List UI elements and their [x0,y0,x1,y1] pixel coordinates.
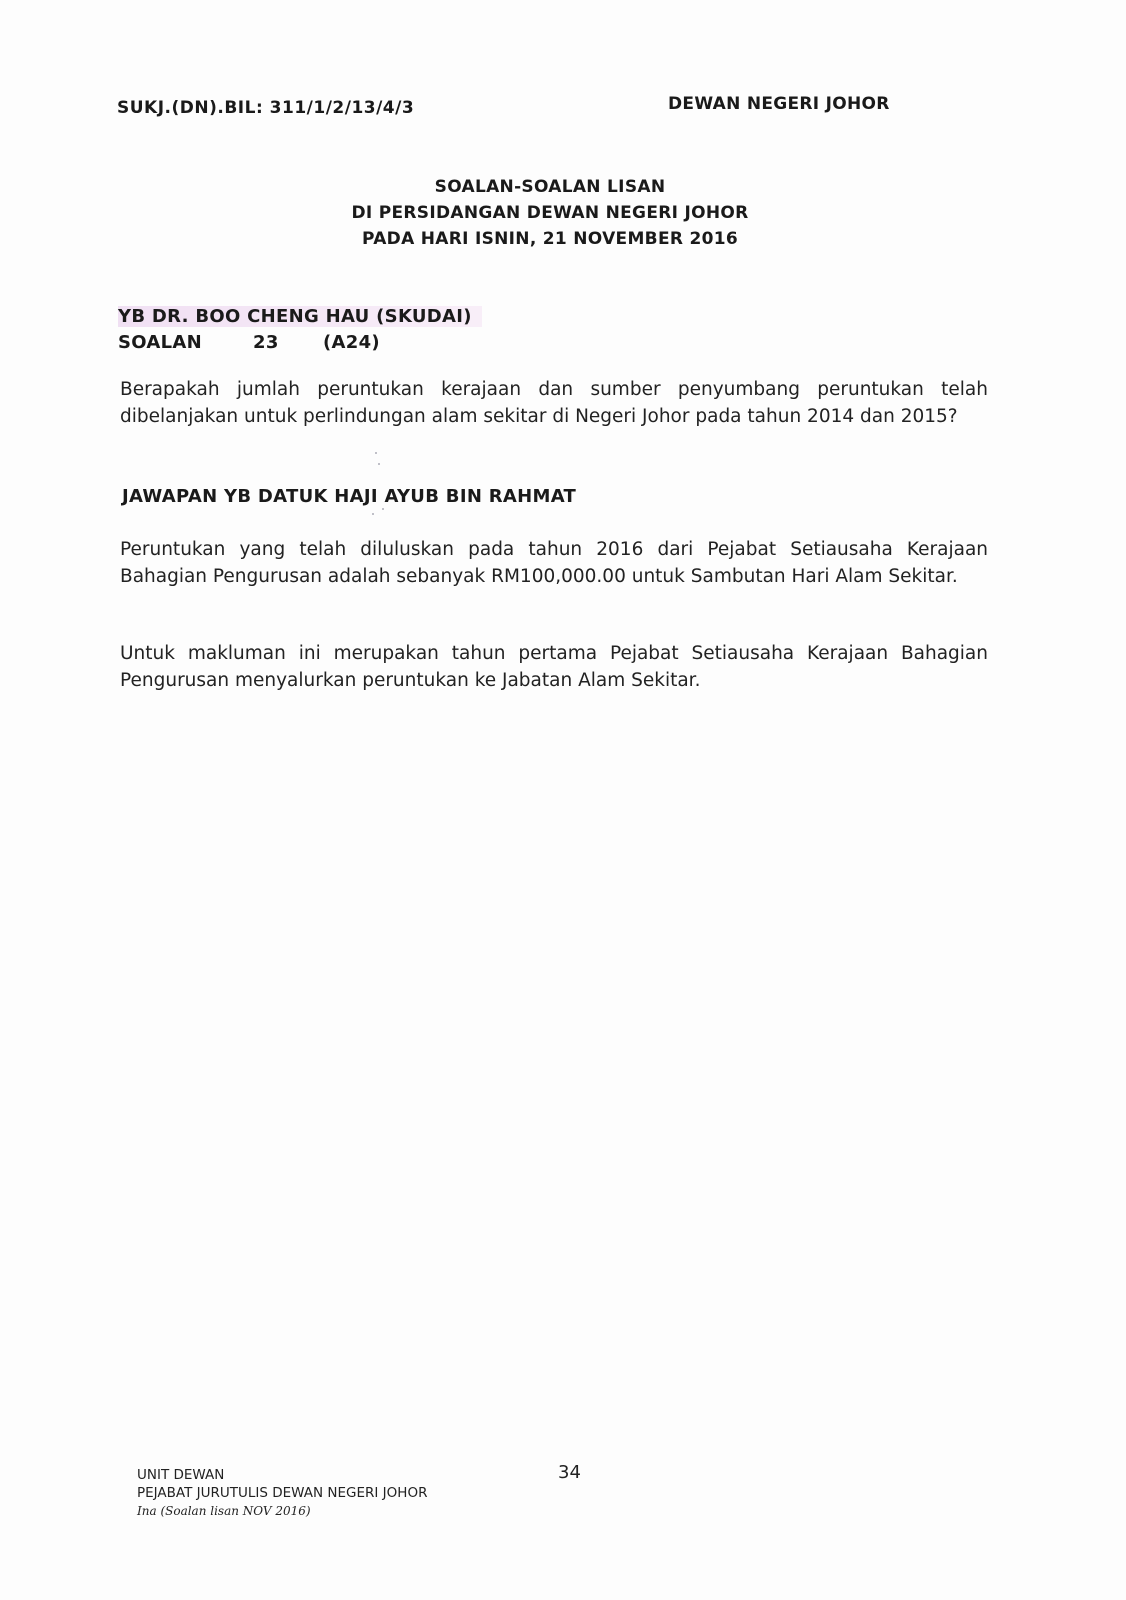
scan-speck [382,508,384,510]
scan-speck [378,463,380,465]
title-line-1: SOALAN-SOALAN LISAN [434,177,666,197]
scan-speck [372,513,374,515]
footer-file-reference: Ina (Soalan lisan NOV 2016) [137,1504,311,1518]
title-line-3: PADA HARI ISNIN, 21 NOVEMBER 2016 [362,229,738,249]
assembly-name: DEWAN NEGERI JOHOR [668,94,890,114]
footer-unit: UNIT DEWAN [137,1467,225,1483]
question-code: (A24) [323,332,380,353]
answer-heading: JAWAPAN YB DATUK HAJI AYUB BIN RAHMAT [122,486,577,507]
question-number: 23 [253,332,279,353]
answer-paragraph-1: Peruntukan yang telah diluluskan pada tahun 2016 dari Pejabat Setiausaha Kerajaan Bahagian Pengurusan adalah sebanyak RM100,000.00 untuk Sambutan Hari Alam Sekitar. [120,539,988,587]
asker-name: YB DR. BOO CHENG HAU (SKUDAI) [118,306,482,327]
title-line-2: DI PERSIDANGAN DEWAN NEGERI JOHOR [351,203,749,223]
scan-speck [375,452,377,454]
question-number-line [118,332,380,353]
answer-paragraph-2: Untuk makluman ini merupakan tahun pertama Pejabat Setiausaha Kerajaan Bahagian Pengurusan menyalurkan peruntukan ke Jabatan Alam Sekitar. [120,643,988,691]
document-title [330,174,770,252]
reference-number: SUKJ.(DN).BIL: 311/1/2/13/4/3 [117,98,415,118]
question-label: SOALAN [118,332,202,353]
footer-block [137,1466,427,1520]
question-text: Berapakah jumlah peruntukan kerajaan dan sumber penyumbang peruntukan telah dibelanjakan untuk perlindungan alam sekitar di Negeri Johor pada tahun 2014 dan 2015? [120,379,988,427]
page-number: 34 [558,1462,581,1483]
footer-office: PEJABAT JURUTULIS DEWAN NEGERI JOHOR [137,1485,428,1501]
